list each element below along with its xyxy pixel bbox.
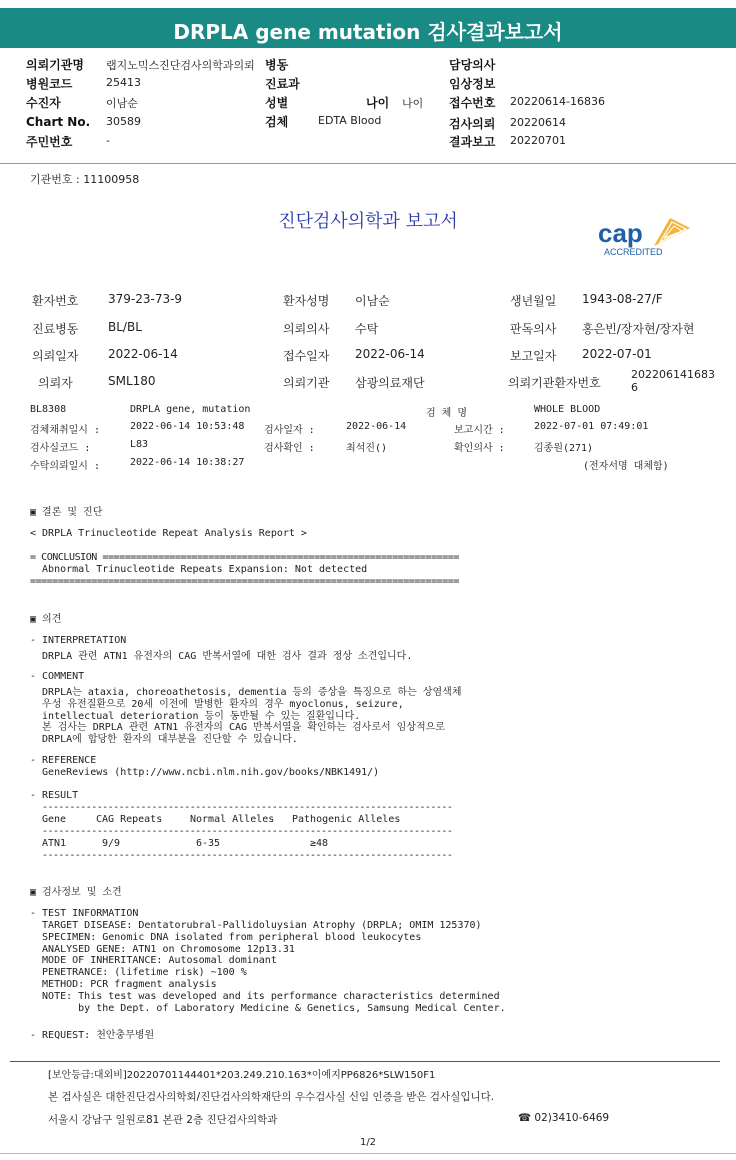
reference-line: - REFERENCE	[30, 755, 97, 766]
test-info-line: METHOD: PCR fragment analysis	[30, 979, 217, 990]
test-info-line: by the Dept. of Laboratory Medicine & Genetics, Samsung Medical Center.	[30, 1003, 506, 1014]
clinical-info-label: 임상정보	[449, 77, 496, 91]
section-testinfo-heading: ▣ 검사정보 및 소견	[30, 887, 122, 898]
lab-address: 서울시 강남구 일원로81 본관 2층 진단검사의학과	[48, 1114, 278, 1126]
comment-line: intellectual deterioration 등이 동반될 수 있는 질환입니다.	[30, 711, 361, 722]
request-date-value: 20220614	[510, 116, 566, 129]
test-info-line: SPECIMEN: Genomic DNA isolated from peripheral blood leukocytes	[30, 932, 422, 943]
info-value-cont: 6	[631, 381, 638, 394]
test-info-line: NOTE: This test was developed and its performance characteristics determined	[30, 991, 500, 1002]
info-value: SML180	[108, 374, 156, 388]
info-value: 삼광의료재단	[355, 376, 425, 390]
request-time-value: 2022-06-14 10:38:27	[130, 457, 245, 468]
request-line: - REQUEST: 천안충무병원	[30, 1030, 155, 1041]
cap-logo-subtext: ACCREDITED	[604, 247, 663, 257]
result-cell: 6-35	[196, 838, 221, 849]
info-value: BL/BL	[108, 320, 142, 334]
verify-label: 검사확인 :	[264, 443, 315, 454]
info-label: 판독의사	[510, 322, 557, 336]
info-value: 1943-08-27/F	[582, 292, 663, 306]
footer-divider	[10, 1061, 720, 1062]
verify-value: 최석진()	[346, 443, 388, 454]
report-time-label: 보고시간 :	[454, 425, 505, 436]
test-info-line: MODE OF INHERITANCE: Autosomal dominant	[30, 955, 277, 966]
report-date-label: 결과보고	[449, 135, 496, 149]
info-label: 보고일자	[510, 349, 557, 363]
report-time-value: 2022-07-01 07:49:01	[534, 421, 649, 432]
result-cell: ≥48	[310, 838, 329, 849]
info-value: 2022-06-14	[355, 347, 425, 361]
info-value: 이남순	[355, 294, 390, 308]
confirm-doctor-label: 확인의사 :	[454, 443, 505, 454]
accession-value: 20220614-16836	[510, 95, 605, 108]
info-label: 환자번호	[32, 294, 79, 308]
test-info-line: PENETRANCE: (lifetime risk) ~100 %	[30, 967, 247, 978]
test-info-line: TARGET DISEASE: Dentatorubral-Pallidoluysian Atrophy (DRPLA; OMIM 125370)	[30, 920, 482, 931]
sex-label: 성별	[265, 96, 289, 110]
title-bar	[0, 8, 736, 48]
comment-line: - COMMENT	[30, 671, 85, 682]
request-date-label: 검사의뢰	[449, 117, 496, 131]
result-header: CAG Repeats	[96, 814, 163, 825]
info-label: 생년월일	[510, 294, 557, 308]
specimen-label: 검체	[265, 115, 289, 129]
conclusion-line: Abnormal Trinucleotide Repeats Expansion: Not detected	[30, 564, 368, 575]
test-code: BL8308	[30, 404, 67, 415]
attending-label: 담당의사	[449, 58, 496, 72]
e-signature-note: (전자서명 대체함)	[583, 461, 669, 472]
test-info-line: - TEST INFORMATION	[30, 908, 139, 919]
result-cell: ATN1	[42, 838, 67, 849]
result-rule: ---------------------------------------------------------------------------	[42, 850, 453, 861]
comment-line: DRPLA에 합당한 환자의 대부분을 진단할 수 있습니다.	[30, 734, 298, 745]
info-label: 접수일자	[283, 349, 330, 363]
info-value: 202206141683	[631, 368, 715, 381]
resident-no-label: 주민번호	[26, 135, 73, 149]
cap-logo-text: cap	[598, 218, 643, 248]
age-value: 나이	[402, 97, 424, 110]
test-info-line: ANALYSED GENE: ATN1 on Chromosome 12p13.31	[30, 944, 295, 955]
info-label: 의뢰자	[38, 376, 73, 390]
certification-note: 본 검사실은 대한진단검사의학회/진단검사의학재단의 우수검사실 신임 인증을 받은 검사실입니다.	[48, 1091, 495, 1103]
result-rule: ---------------------------------------------------------------------------	[42, 802, 453, 813]
institution-label: 의뢰기관명	[26, 58, 84, 72]
document-title: 진단검사의학과 보고서	[278, 211, 458, 232]
resident-no-value: -	[106, 134, 110, 147]
lab-code-value: L83	[130, 439, 149, 450]
info-value: 홍은빈/장자현/장자현	[582, 322, 695, 336]
org-number: 기관번호 : 11100958	[30, 173, 140, 186]
report-main-title: DRPLA gene mutation 검사결과보고서	[173, 20, 563, 44]
lab-phone: ☎ 02)3410-6469	[518, 1112, 610, 1124]
interpretation-line: DRPLA 관련 ATN1 유전자의 CAG 반복서열에 대한 검사 결과 정상 소견입니다.	[30, 651, 413, 662]
result-header: Normal Alleles	[190, 814, 275, 825]
test-name: DRPLA gene, mutation	[130, 404, 251, 415]
result-rule: ---------------------------------------------------------------------------	[42, 826, 453, 837]
hospital-code-value: 25413	[106, 76, 141, 89]
request-time-label: 수탁의뢰일시 :	[30, 461, 101, 472]
reference-link[interactable]: GeneReviews (http://www.ncbi.nlm.nih.gov/books/NBK1491/)	[30, 767, 380, 778]
section-opinion-heading: ▣ 의견	[30, 614, 62, 625]
comment-line: 우성 유전질환으로 20세 이전에 발병한 환자의 경우 myoclonus, seizure,	[30, 699, 404, 710]
specimen-value: EDTA Blood	[318, 114, 382, 127]
conclusion-line: = CONCLUSION ================================================================	[30, 552, 459, 563]
interpretation-line: - INTERPRETATION	[30, 635, 127, 646]
info-label: 환자성명	[283, 294, 330, 308]
section-conclusion-heading: ▣ 결론 및 진단	[30, 507, 103, 518]
cap-accredited-logo	[596, 212, 696, 262]
dept-label: 진료과	[265, 77, 300, 91]
security-grade: [보안등급:대외비]20220701144401*203.249.210.163*이예지PP6826*SLW150F1	[48, 1070, 436, 1081]
chart-no-value: 30589	[106, 115, 141, 128]
test-date-value: 2022-06-14	[346, 421, 407, 432]
lab-code-label: 검사실코드 :	[30, 443, 91, 454]
report-date-value: 20220701	[510, 134, 566, 147]
result-header: Pathogenic Alleles	[292, 814, 401, 825]
specimen-name-label: 검 체 명	[426, 408, 468, 419]
ward-label: 병동	[265, 58, 289, 72]
age-label: 나이	[366, 96, 390, 110]
page-bottom-line	[0, 1153, 736, 1154]
header-separator	[0, 163, 736, 164]
info-label: 의뢰기관	[283, 376, 330, 390]
collect-value: 2022-06-14 10:53:48	[130, 421, 245, 432]
info-label: 의뢰의사	[283, 322, 330, 336]
info-value: 379-23-73-9	[108, 292, 183, 306]
specimen-name-value: WHOLE BLOOD	[534, 404, 601, 415]
info-label: 의뢰일자	[32, 349, 79, 363]
patient-value: 이남순	[106, 97, 138, 110]
result-title: - RESULT	[30, 790, 79, 801]
collect-label: 검체채취일시 :	[30, 425, 101, 436]
info-label: 의뢰기관환자번호	[508, 376, 601, 390]
chart-no-label: Chart No.	[26, 115, 91, 129]
institution-value: 랩지노믹스진단검사의학과의뢰	[106, 59, 255, 72]
comment-line: 본 검사는 DRPLA 관련 ATN1 유전자의 CAG 반복서열을 확인하는 검사로서 임상적으로	[30, 722, 445, 733]
result-cell: 9/9	[102, 838, 121, 849]
report-subtitle: < DRPLA Trinucleotide Repeat Analysis Report >	[30, 528, 307, 539]
patient-label: 수진자	[26, 96, 61, 110]
hospital-code-label: 병원코드	[26, 77, 73, 91]
info-value: 2022-06-14	[108, 347, 178, 361]
comment-line: DRPLA는 ataxia, choreoathetosis, dementia 등의 증상을 특징으로 하는 상염색체	[30, 687, 462, 698]
page-number: 1/2	[359, 1137, 377, 1148]
info-value: 2022-07-01	[582, 347, 652, 361]
accession-label: 접수번호	[449, 96, 496, 110]
test-date-label: 검사일자 :	[264, 425, 315, 436]
conclusion-line: =============================================================================	[30, 576, 459, 587]
confirm-doctor-value: 김종원(271)	[534, 443, 594, 454]
info-label: 진료병동	[32, 322, 79, 336]
result-header: Gene	[42, 814, 67, 825]
info-value: 수탁	[355, 322, 379, 336]
